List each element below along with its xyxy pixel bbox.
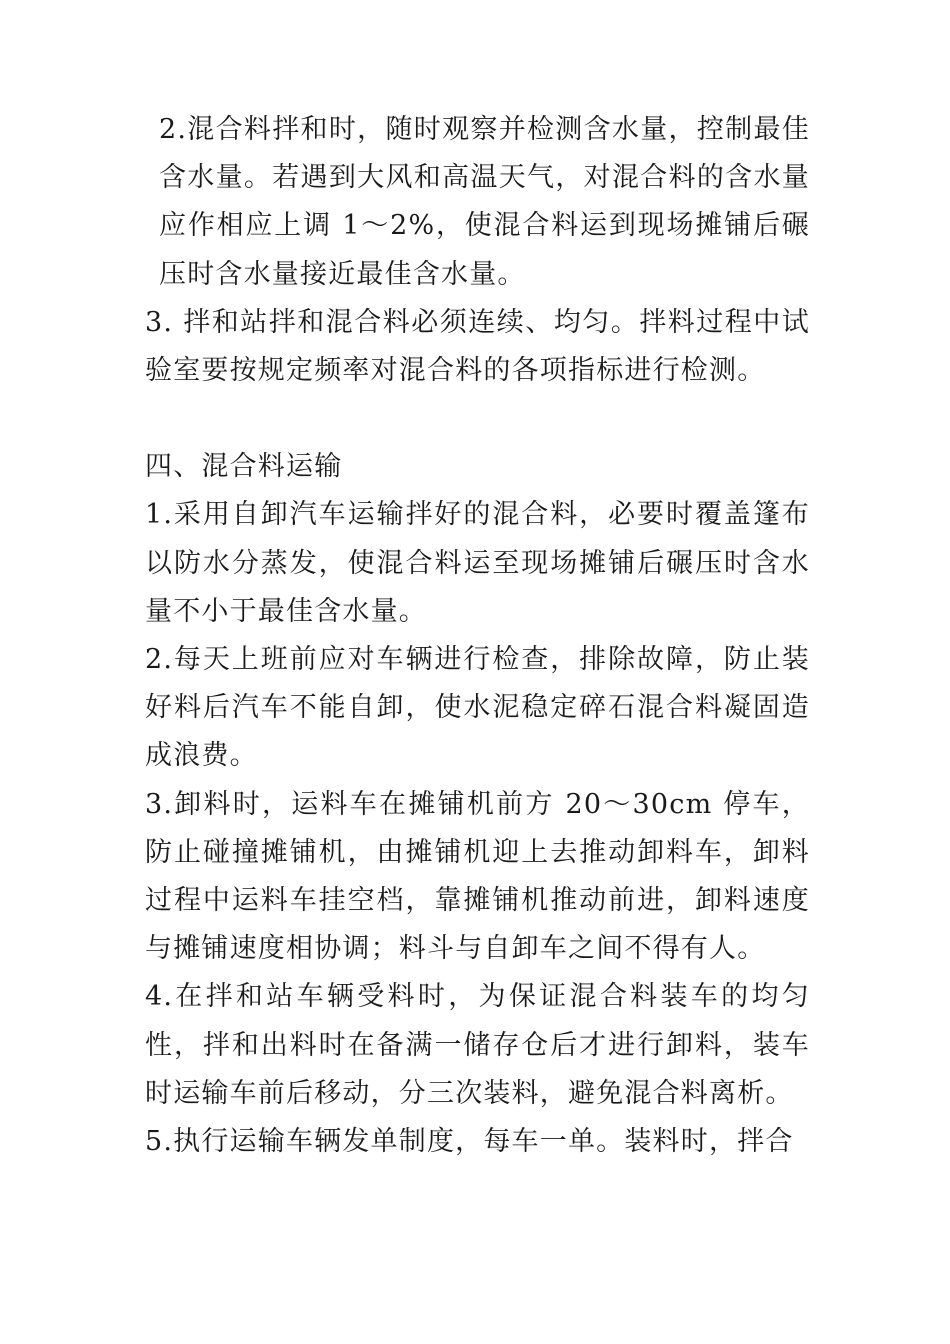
document-body: [145, 106, 810, 1166]
paragraph-mixing-moisture: 2.混合料拌和时，随时观察并检测含水量，控制最佳含水量。若遇到大风和高温天气，对混合料的含水量应作相应上调 1～2%，使混合料运到现场摊铺后碾压时含水量接近最佳含水量。: [159, 114, 810, 290]
section-heading: 四、混合料运输: [145, 451, 343, 483]
paragraph-transport-5: 5.执行运输车辆发单制度，每车一单。装料时，拌合: [145, 1126, 794, 1158]
paragraph-transport-2: 2.每天上班前应对车辆进行检查，排除故障，防止装好料后汽车不能自卸，使水泥稳定碎石混合料凝固造成浪费。: [145, 644, 810, 772]
blank-line: [145, 395, 810, 443]
paragraph-transport-3: 3.卸料时，运料车在摊铺机前方 20～30cm 停车，防止碰撞摊铺机，由摊铺机迎上去推动卸料车，卸料过程中运料车挂空档，靠摊铺机推动前进，卸料速度与摊铺速度相协调；料斗与自卸车之间不得有人。: [145, 788, 810, 965]
paragraph-mixing-continuous: 3. 拌和站拌和混合料必须连续、均匀。拌料过程中试验室要按规定频率对混合料的各项指标进行检测。: [145, 306, 810, 387]
paragraph-transport-1: 1.采用自卸汽车运输拌好的混合料，必要时覆盖篷布以防水分蒸发，使混合料运至现场摊铺后碾压时含水量不小于最佳含水量。: [145, 499, 810, 627]
paragraph-transport-4: 4.在拌和站车辆受料时，为保证混合料装车的均匀性，拌和出料时在备满一储存仓后才进行卸料，装车时运输车前后移动，分三次装料，避免混合料离析。: [145, 981, 810, 1109]
